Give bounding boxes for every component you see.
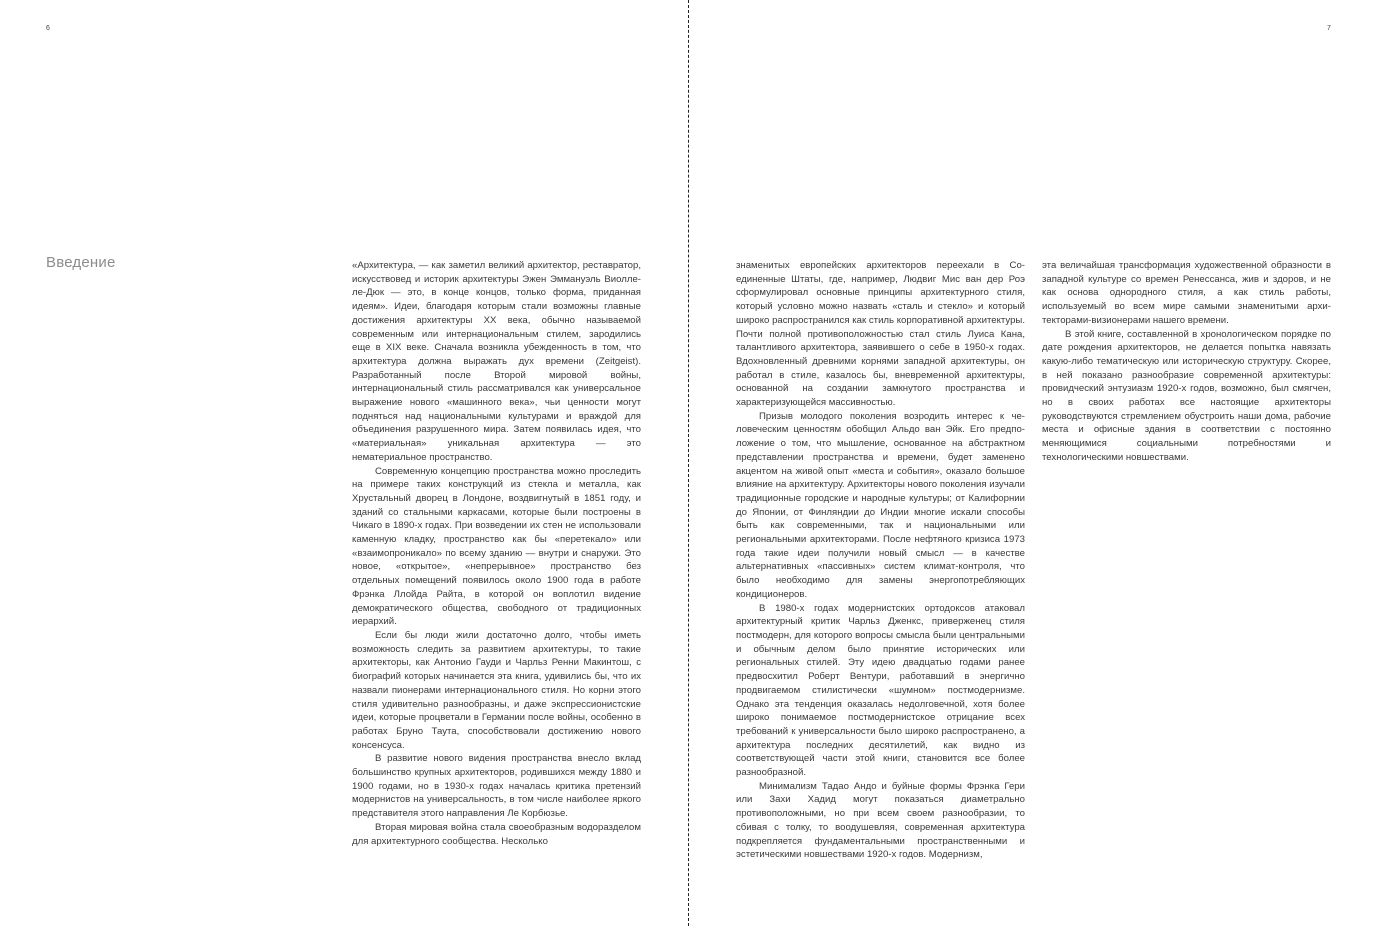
section-heading: Введение [46, 254, 116, 271]
text-column-1 [352, 259, 641, 848]
paragraph: В 1980-х годах модернистских ортодоксов атаковал архитектурный критик Чарльз Дженкс, приверженец стиля постмодерн, для которого вопросы смысла были центральными и обычным делом было принятие исторических или региональных стилей. Эту идею двадцатью годами ранее предвосхитил Роберт Вентури, работавший в энергично продвигаемом стилистически «шумном» постмодернизме. Однако эта тенденция оказалась недолговечной, хотя более широко понимаемое постмодернистское отрицание всех требований к универсальности было широко распространено, а архитектура последних десятилетий, как видно из соответствующей части этой книги, становится все более разнообразной. [736, 602, 1025, 779]
paragraph: Вторая мировая война стала своеобразным водоразделом для архитектурного сообщества. Несколько [352, 821, 641, 847]
paragraph: «Архитектура, — как заметил великий архитектор, реставратор, искусствовед и историк архитектуры Эжен Эммануэль Виолле-ле-Дюк — это, в конце концов, только форма, приданная идеям». Идеи, благодаря которым стали возможны главные достижения архитектуры XX века, обычно называемой современным или интернациональным стилем, зародились еще в XIX веке. Сначала возникла убежденность в том, что архитектура должна выражать дух времени (Zeitgeist). Разработанный после Второй мировой войны, интернациональный стиль рассматривался как универсальное выражение нового «машинного века», чьи ценности могут подняться над национальными культурами и враждой для объединения разрушенного мира. Затем появилась идея, что «материальная» уникальная архитектура — это нематериальное пространство. [352, 260, 641, 463]
page-number-left: 6 [46, 25, 50, 32]
paragraph: В развитие нового видения пространства внесло вклад большинство крупных архитекторов, родившихся между 1880 и 1900 годами, но в 1930-х годах началась критика претензий модернистов на универсальность, в том числе наиболее яркого представителя этого направления Ле Корбюзье. [352, 753, 641, 820]
page-number-right: 7 [1327, 25, 1331, 32]
page-gutter-divider [688, 0, 689, 926]
paragraph: Если бы люди жили достаточно долго, чтобы иметь возможность следить за развитием архитектуры, то такие архитекторы, как Антонио Гауди и Чарльз Ренни Макинтош, с биографий которых начинается эта книга, удивились бы, что их назвали пионерами интернационального стиля. Но корни этого стиля удивительно разнообразны, и даже экспрессионистские идеи, которые процветали в Германии после войны, особенно в работах Бруно Таута, способствовали достижению нового консенсуса. [352, 629, 641, 751]
paragraph: Современную концепцию пространства можно проследить на примере таких конструкций из стекла и металла, как Хрустальный дворец в Лондоне, воздвигнутый в 1851 году, и зданий со стальными каркасами, которые были построены в Чикаго в 1890-х годах. При возведении их стен не использовали каменную кладку, пространство как бы «перетекало» или «взаимопроникало» по всему зданию — внутри и снаружи. Это новое, «открытое», «непрерывное» пространство без отдельных помещений появилось около 1900 года в работе Фрэнка Ллойда Райта, в которой он воплотил видение демократического общества, свободного от традиционных иерархий. [352, 465, 641, 628]
text-column-3 [1042, 259, 1331, 465]
text-column-2 [736, 259, 1025, 862]
paragraph: Минимализм Тадао Андо и буйные формы Фрэнка Гери или Захи Хадид могут показаться диаметрально противоположными, но при всем своем разнообразии, то сбивая с толку, то воодушевляя, современная архитектура подкрепляется фундаментальными пространственными и эстетическими новшествами 1920-х годов. Модернизм, [736, 780, 1025, 861]
paragraph: эта величайшая трансформация художественной образности в западной культуре со времен Ренессанса, жив и здоров, и не как основа однородного стиля, а как стиль работы, используемый во всем мире самыми знаменитыми архитекторами-визионерами нашего времени. [1042, 260, 1331, 326]
paragraph: знаменитых европейских архитекторов переехали в Соединенные Штаты, где, например, Людвиг Мис ван дер Роэ сформулировал основные принципы архитектурного стиля, который условно можно назвать «сталь и стекло» и который широко распространился как стиль корпоративной архитектуры. Почти полной противоположностью стал стиль Луиса Кана, талантливого архитектора, заявившего о себе в 1950-х годах. Вдохновленный древними корнями западной архитектуры, он работал в стиле, казалось бы, вневременной архитектуры, основанной на создании замкнутого пространства и характеризующейся массивностью. [736, 260, 1025, 409]
paragraph: Призыв молодого поколения возродить интерес к человеческим ценностям обобщил Альдо ван Эйк. Его предположение о том, что мышление, основанное на абстрактном представлении пространства и времени, будет заменено акцентом на живой опыт «места и события», оказало большое влияние на архитектуру. Архитекторы нового поколения изучали традиционные городские и народные культуры; от Калифорнии до Японии, от Финляндии до Индии многие искали способы быть как современными, так и национальными или региональными архитекторами. После нефтяного кризиса 1973 года такие идеи получили новый смысл — в качестве альтернативных «пассивных» систем климат-контроля, что было необходимо для замены энергопотребляющих кондиционеров. [736, 410, 1025, 600]
paragraph: В этой книге, составленной в хронологическом порядке по дате рождения архитекторов, не делается попытка навязать какую-либо тематическую или историческую структуру. Скорее, в ней показано разнообразие современной архитектуры: провидческий энтузиазм 1920-х годов, возможно, был смягчен, но в своих работах все настоящие архитекторы руководствуются стремлением обустроить наши дома, рабочие места и офисные здания в соответствии с постоянно меняющимися социальными потребностями и технологическими новшествами. [1042, 328, 1331, 463]
